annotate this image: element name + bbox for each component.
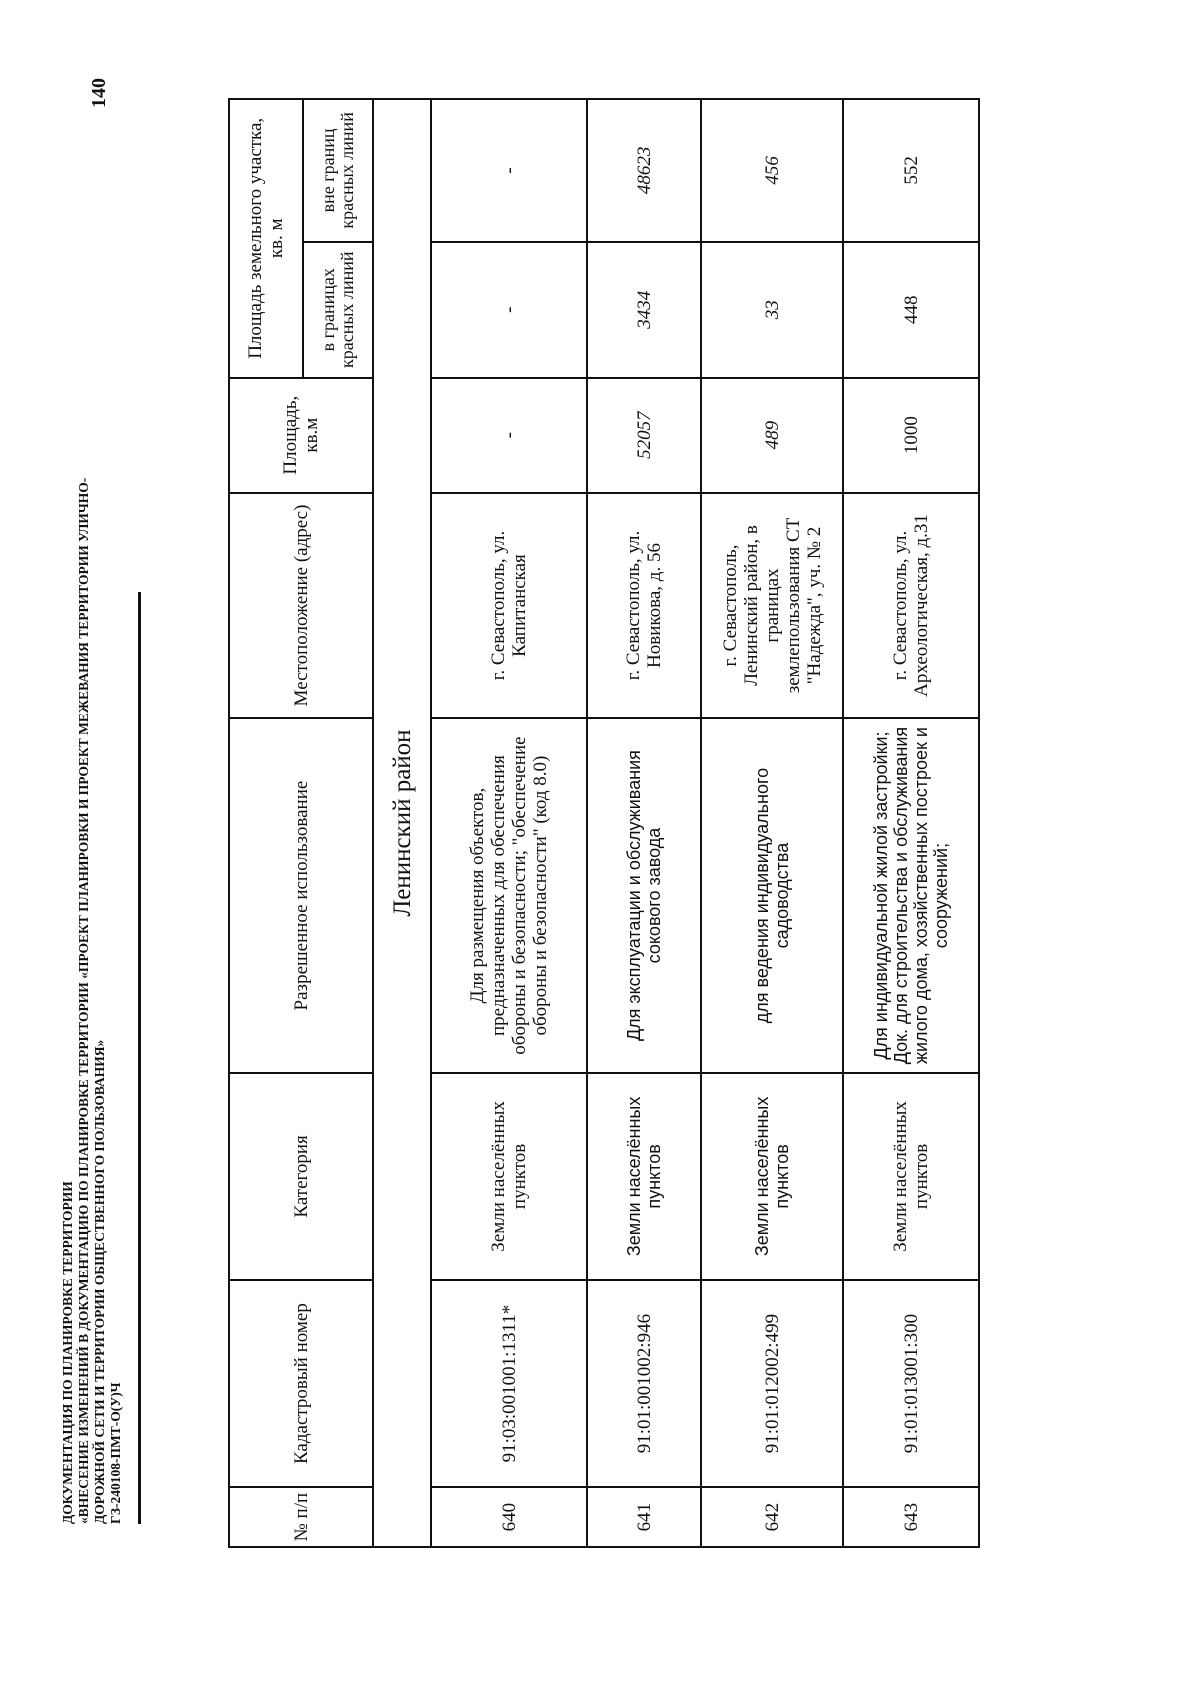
cell-permitted-use: для ведения индивидуального садоводства	[701, 718, 843, 1073]
cell-category: Земли населённых пунктов	[843, 1073, 979, 1280]
cell-outside: -	[431, 99, 587, 242]
cell-location: г. Севастополь, Ленинский район, в границах землепользования СТ "Надежда", уч. № 2	[701, 493, 843, 719]
header-rule	[138, 592, 141, 1524]
header-cadastral: Кадастровый номер	[229, 1280, 373, 1487]
header-line: ДОРОЖНОЙ СЕТИ И ТЕРРИТОРИИ ОБЩЕСТВЕННОГО ПОЛЬЗОВАНИЯ»	[92, 1039, 107, 1524]
cell-category: Земли населённых пунктов	[587, 1073, 701, 1280]
cell-inside: 448	[843, 242, 979, 378]
header-area: Площадь, кв.м	[229, 378, 373, 493]
page-number: 140	[88, 78, 110, 108]
cell-cadastral: 91:01:013001:300	[843, 1280, 979, 1487]
cell-permitted-use: Для размещения объектов, предназначенных для обеспечения обороны и безопасности; "обеспечение обороны и безопасности" (код 8.0)	[431, 718, 587, 1073]
district-row: Ленинский район	[373, 99, 431, 1547]
cell-cadastral: 91:03:001001:1311*	[431, 1280, 587, 1487]
cell-location: г. Севастополь, ул. Капитанская	[431, 493, 587, 719]
table-row	[843, 99, 979, 1547]
land-parcels-table	[228, 98, 980, 1548]
cell-area: 52057	[587, 378, 701, 493]
cell-cadastral: 91:01:012002:499	[701, 1280, 843, 1487]
header-line: «ВНЕСЕНИЕ ИЗМЕНЕНИЙ В ДОКУМЕНТАЦИЮ ПО ПЛАНИРОВКЕ ТЕРРИТОРИИ «ПРОЕКТ ПЛАНИРОВКИ И ПРОЕКТ МЕЖЕВАНИЯ ТЕРРИТОРИИ УЛИЧНО-	[76, 477, 91, 1524]
cell-num: 641	[587, 1487, 701, 1547]
header-location: Местоположение (адрес)	[229, 493, 373, 719]
header-line: ДОКУМЕНТАЦИЯ ПО ПЛАНИРОВКЕ ТЕРРИТОРИИ	[60, 1181, 75, 1524]
table-row	[701, 99, 843, 1547]
document-header	[60, 264, 124, 1524]
cell-inside: 3434	[587, 242, 701, 378]
cell-location: г. Севастополь, ул. Новикова, д. 56	[587, 493, 701, 719]
cell-location: г. Севастополь, ул. Археологическая, д.31	[843, 493, 979, 719]
cell-permitted-use: Для эксплуатации и обслуживания сокового завода	[587, 718, 701, 1073]
header-category: Категория	[229, 1073, 373, 1280]
cell-category: Земли населённых пунктов	[431, 1073, 587, 1280]
cell-cadastral: 91:01:001002:946	[587, 1280, 701, 1487]
cell-area: 489	[701, 378, 843, 493]
header-num: № п/п	[229, 1487, 373, 1547]
header-inside-red-lines: в границах красных линий	[303, 242, 373, 378]
cell-outside: 48623	[587, 99, 701, 242]
cell-category: Земли населённых пунктов	[701, 1073, 843, 1280]
cell-area: -	[431, 378, 587, 493]
table-row	[587, 99, 701, 1547]
header-permitted-use: Разрешенное использование	[229, 718, 373, 1073]
cell-inside: 33	[701, 242, 843, 378]
cell-inside: -	[431, 242, 587, 378]
table-row	[431, 99, 587, 1547]
cell-area: 1000	[843, 378, 979, 493]
header-line: ГЗ-240108-ПМТ-О(У)Ч	[108, 1382, 123, 1524]
cell-num: 643	[843, 1487, 979, 1547]
header-outside-red-lines: вне границ красных линий	[303, 99, 373, 242]
cell-outside: 456	[701, 99, 843, 242]
cell-num: 640	[431, 1487, 587, 1547]
cell-num: 642	[701, 1487, 843, 1547]
cell-outside: 552	[843, 99, 979, 242]
cell-permitted-use: Для индивидуальной жилой застройки; Док. для строительства и обслуживания жилого дома, хозяйственных построек и сооружений;	[843, 718, 979, 1073]
header-parcel-area: Площадь земельного участка, кв. м	[229, 99, 303, 378]
